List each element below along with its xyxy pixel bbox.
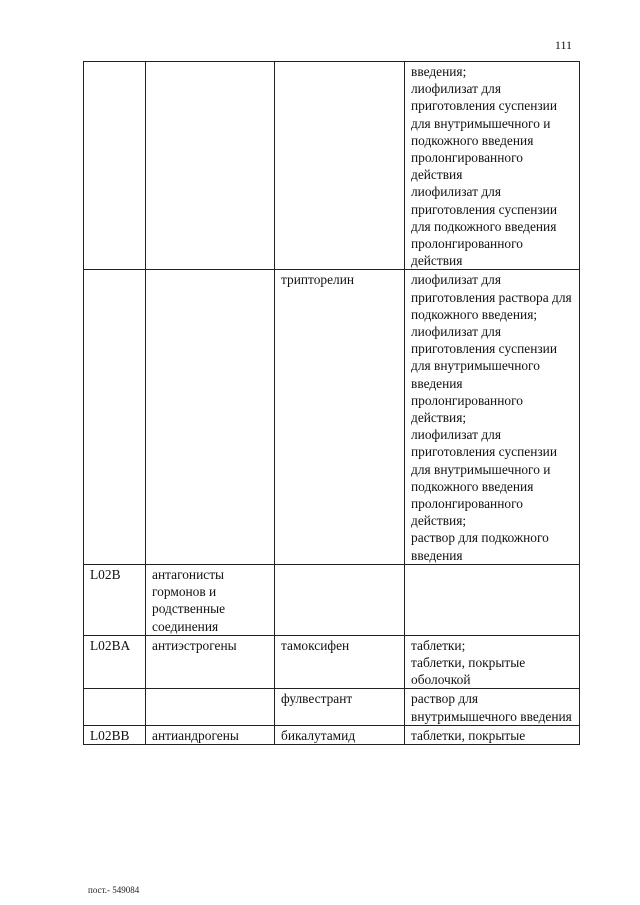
drug-table <box>83 61 580 745</box>
dosage-forms-cell: таблетки; таблетки, покрытые оболочкой <box>405 635 580 689</box>
table-row <box>84 270 580 564</box>
table-row <box>84 62 580 270</box>
table-row <box>84 564 580 635</box>
table-row <box>84 689 580 725</box>
footer-note: пост.- 549084 <box>88 885 140 895</box>
group-cell <box>146 270 275 564</box>
table-row <box>84 725 580 744</box>
drug-name-cell <box>275 62 405 270</box>
drug-name-cell: трипторелин <box>275 270 405 564</box>
group-cell: антиандрогены <box>146 725 275 744</box>
drug-name-cell: фулвестрант <box>275 689 405 725</box>
atc-code-cell: L02B <box>84 564 146 635</box>
drug-name-cell <box>275 564 405 635</box>
dosage-forms-cell: раствор для внутримышечного введения <box>405 689 580 725</box>
table-row <box>84 635 580 689</box>
drug-name-cell: бикалутамид <box>275 725 405 744</box>
atc-code-cell <box>84 689 146 725</box>
atc-code-cell: L02BA <box>84 635 146 689</box>
dosage-forms-cell: введения; лиофилизат для приготовления суспензии для внутримышечного и подкожного введения пролонгированного действия лиофилизат для приготовления суспензии для подкожного введения пролонгированного действия <box>405 62 580 270</box>
group-cell: антиэстрогены <box>146 635 275 689</box>
group-cell: антагонисты гормонов и родственные соединения <box>146 564 275 635</box>
group-cell <box>146 689 275 725</box>
drug-name-cell: тамоксифен <box>275 635 405 689</box>
dosage-forms-cell: лиофилизат для приготовления раствора для подкожного введения; лиофилизат для приготовления суспензии для внутримышечного введения пролонгированного действия; лиофилизат для приготовления суспензии для внутримышечного и подкожного введения пролонгированного действия; раствор для подкожного введения <box>405 270 580 564</box>
dosage-forms-cell: таблетки, покрытые <box>405 725 580 744</box>
atc-code-cell: L02BB <box>84 725 146 744</box>
atc-code-cell <box>84 270 146 564</box>
page-number: 111 <box>554 38 572 52</box>
atc-code-cell <box>84 62 146 270</box>
group-cell <box>146 62 275 270</box>
dosage-forms-cell <box>405 564 580 635</box>
